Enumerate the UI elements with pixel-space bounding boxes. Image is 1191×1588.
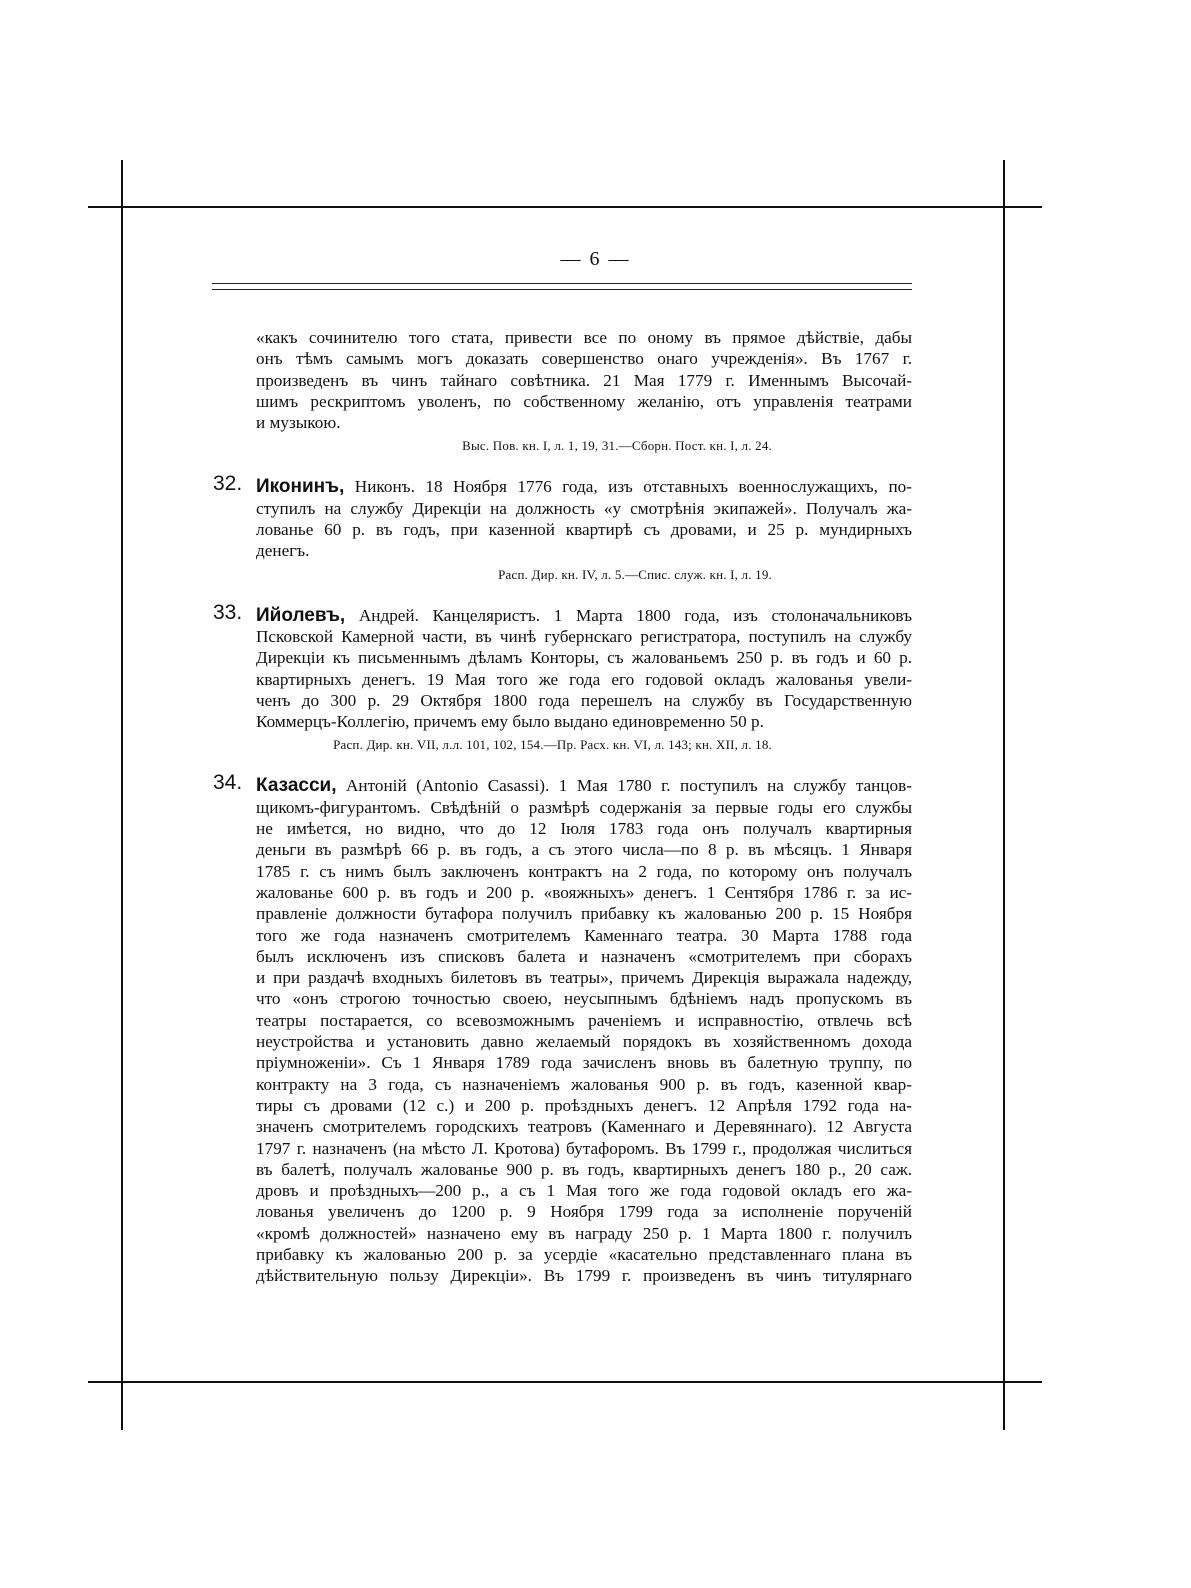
text-line: [256, 775, 912, 796]
text-line: дровъ и проѣздныхъ—200 р., а съ 1 Мая того же года годовой окладъ его жа-: [256, 1181, 912, 1201]
text-line: пріумноженіи». Съ 1 Января 1789 года зачисленъ вновь въ балетную труппу, по: [256, 1053, 912, 1073]
source-reference: Расп. Дир. кн. VII, л.л. 101, 102, 154.—Пр. Расх. кн. VI, л. 143; кн. XII, л. 18.: [333, 737, 772, 753]
entry-name: Казасси,: [256, 775, 337, 797]
text-line: дѣйствительную пользу Дирекціи». Въ 1799 г. произведенъ въ чинъ титулярнаго: [256, 1266, 912, 1286]
entry-text: [256, 775, 912, 1286]
entry-line-text: Андрей. Канцеляристъ. 1 Марта 1800 года, изъ столоначальниковъ: [345, 605, 912, 625]
text-line: неустройства и установить давно желаемый порядокъ въ хозяйственномъ дохода: [256, 1032, 912, 1052]
page-body: [213, 327, 912, 1287]
frame-right-rule: [1003, 160, 1005, 1430]
entry-32: [213, 472, 912, 582]
frame-top-rule: [88, 206, 1042, 208]
text-line: и музыкою.: [256, 413, 341, 433]
text-line: въ балетѣ, получалъ жалованье 900 р. въ годъ, квартирныхъ денегъ 180 р., 20 саж.: [256, 1159, 912, 1179]
text-line: не имѣется, но видно, что до 12 Іюля 1783 года онъ получалъ квартирныя: [256, 819, 912, 839]
text-line: лованье 60 р. въ годъ, при казенной квартирѣ съ дровами, и 25 р. мундирныхъ: [256, 520, 912, 540]
text-line: произведенъ въ чинъ тайнаго совѣтника. 21 Мая 1779 г. Именнымъ Высочай-: [256, 370, 912, 390]
source-reference: Выс. Пов. кн. I, л. 1, 19, 31.—Сборн. Пост. кн. I, л. 24.: [462, 438, 772, 454]
text-line: Коммерцъ-Коллегію, причемъ ему было выдано единовременно 50 р.: [256, 712, 764, 732]
header-double-rule: [212, 283, 912, 290]
entry-number: 33.: [213, 600, 243, 624]
text-line: прибавку къ жалованью 200 р. за усердіе «касательно представленнаго плана въ: [256, 1244, 912, 1264]
intro-paragraph: [256, 327, 912, 454]
entry-34: [213, 771, 912, 1286]
text-line: онъ тѣмъ самымъ могъ доказать совершенство онаго учрежденія». Въ 1767 г.: [256, 349, 912, 369]
text-line: 1785 г. съ нимъ былъ заключенъ контрактъ на 2 года, по которому онъ получалъ: [256, 861, 912, 881]
entry-name: Иконинъ,: [256, 476, 345, 498]
text-line: деньги въ размѣрѣ 66 р. въ годъ, а съ этого числа—по 8 р. въ мѣсяцъ. 1 Января: [256, 840, 912, 860]
text-line: [256, 476, 912, 497]
text-line: контракту на 3 года, съ назначеніемъ жалованья 900 р. въ годъ, казенной квар-: [256, 1074, 912, 1094]
text-line: Дирекціи къ письменнымъ дѣламъ Конторы, съ жалованьемъ 250 р. въ годъ и 60 р.: [256, 648, 912, 668]
entry-text: [256, 476, 912, 561]
text-line: «кромѣ должностей» назначено ему въ награду 250 р. 1 Марта 1800 г. получилъ: [256, 1223, 912, 1243]
text-line: того же года назначенъ смотрителемъ Каменнаго театра. 30 Марта 1788 года: [256, 925, 912, 945]
text-line: шимъ рескриптомъ уволенъ, по собственному желанію, отъ управленія театрами: [256, 391, 912, 411]
text-line: лованья увеличенъ до 1200 р. 9 Ноября 1799 года за исполненіе порученій: [256, 1202, 912, 1222]
text-line: ступилъ на службу Дирекціи на должность «у смотрѣнія экипажей». Получалъ жа-: [256, 498, 912, 518]
entry-line-text: Антоній (Antonio Casassi). 1 Мая 1780 г. поступилъ на службу танцов-: [336, 776, 912, 796]
entry-number: 32.: [213, 472, 243, 496]
text-line: денегъ.: [256, 541, 310, 561]
text-line: тиры съ дровами (12 с.) и 200 р. проѣздныхъ денегъ. 12 Апрѣля 1792 года на-: [256, 1095, 912, 1115]
text-line: Псковской Камерной части, въ чинѣ губернскаго регистратора, поступилъ на службу: [256, 626, 912, 646]
text-line: значенъ смотрителемъ городскихъ театровъ (Каменнаго и Деревяннаго). 12 Августа: [256, 1117, 912, 1137]
frame-left-rule: [121, 160, 123, 1430]
text-line: ченъ до 300 р. 29 Октября 1800 года перешелъ на службу въ Государственную: [256, 690, 912, 710]
text-line: жалованье 600 р. въ годъ и 200 р. «вояжныхъ» денегъ. 1 Сентября 1786 г. за ис-: [256, 882, 912, 902]
text-line: щикомъ-фигурантомъ. Свѣдѣній о размѣрѣ содержанія за первые годы его службы: [256, 797, 912, 817]
text-line: [256, 605, 912, 626]
entry-line-text: Никонъ. 18 Ноября 1776 года, изъ отставныхъ военнослужащихъ, по-: [344, 477, 912, 497]
entry-number: 34.: [213, 771, 243, 795]
text-line: театры постарается, со всевозможнымъ раченіемъ и исправностію, отвлечь всѣ: [256, 1010, 912, 1030]
page-number: — 6 —: [560, 248, 631, 270]
entry-text: [256, 605, 912, 733]
text-line: былъ исключенъ изъ списковъ балета и назначенъ «смотрителемъ при сборахъ: [256, 946, 912, 966]
entry-33: [213, 600, 912, 754]
entry-name: Ийолевъ,: [256, 604, 346, 626]
intro-text: [256, 327, 912, 433]
text-line: правленіе должности бутафора получилъ прибавку къ жалованью 200 р. 15 Ноября: [256, 904, 912, 924]
frame-bottom-rule: [88, 1381, 1042, 1383]
text-line: 1797 г. назначенъ (на мѣсто Л. Кротова) бутафоромъ. Въ 1799 г., продолжая числиться: [256, 1138, 912, 1158]
text-line: квартирныхъ денегъ. 19 Мая того же года его годовой окладъ жалованья увели-: [256, 669, 912, 689]
source-reference: Расп. Дир. кн. IV, л. 5.—Спис. служ. кн. I, л. 19.: [498, 566, 772, 582]
text-line: «какъ сочинителю того стата, привести все по оному въ прямое дѣйствіе, дабы: [256, 328, 912, 347]
text-line: и при раздачѣ входныхъ билетовъ въ театры», причемъ Дирекція выражала надежду,: [256, 968, 912, 988]
text-line: что «онъ строгою точностью своею, неусыпнымъ бдѣніемъ надъ пропускомъ въ: [256, 989, 912, 1009]
